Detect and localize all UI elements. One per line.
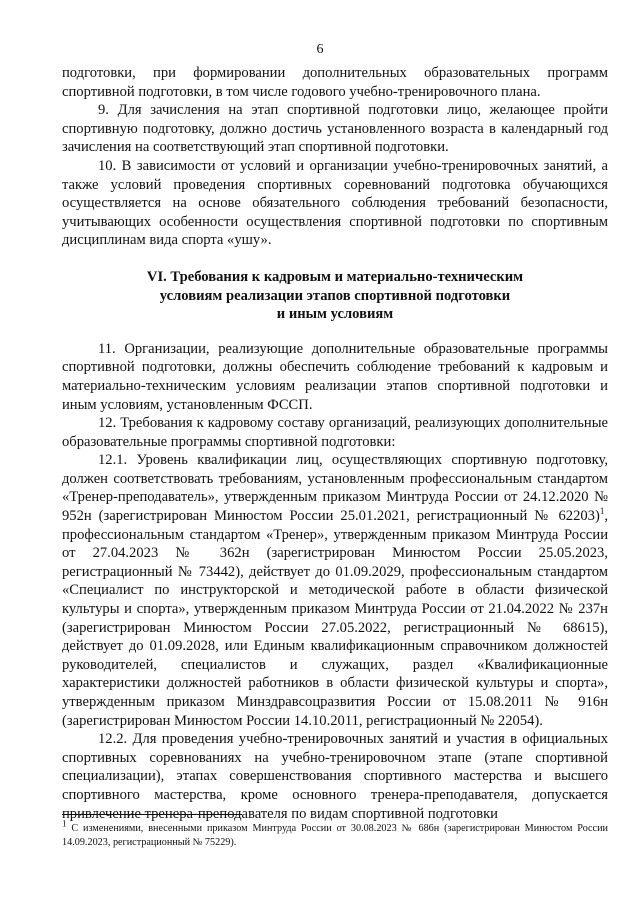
paragraph-12: 12. Требования к кадровому составу организаций, реализующих дополнительные образовательные программы спортивной подготовки: [62,415,608,450]
paragraph-9: 9. Для зачисления на этап спортивной подготовки лицо, желающее пройти спортивную подготовку, должно достичь установленного возраста в календарный год зачисления на соответствующий этап спортивной подготовки. [62,102,608,156]
paragraph-12-1 [62,451,608,730]
paragraph-continuation: подготовки, при формировании дополнительных образовательных программ спортивной подготовки, в том числе годового учебно-тренировочного плана. [62,65,608,100]
footnote-reference[interactable]: 1 [599,506,605,517]
paragraph-10: 10. В зависимости от условий и организации учебно-тренировочных занятий, а также условий проведения спортивных соревнований подготовка обучающихся осуществляется на основе обязательного соблюдения требований безопасности, учитывающих особенности осуществления спортивной подготовки по спортивным дисциплинам вида спорта «ушу». [62,157,608,249]
footnote-mark: 1 [62,818,67,829]
paragraph-12-1-text: 12.1. Уровень квалификации лиц, осуществляющих спортивную подготовку, должен соответствовать требованиям, установленным профессиональным стандартом «Тренер-преподаватель», утвержденным приказом Минтруда России от 24.12.2020 № 952н (зарегистрирован Минюстом России 25.01.2021, регистрационный № 62203) [62,452,608,525]
section-heading-line: VI. Требования к кадровым и материально-техническим [146,268,524,285]
section-heading-line: и иным условиям [276,306,394,323]
paragraph-11: 11. Организации, реализующие дополнительные образовательные программы спортивной подготовки, должны обеспечить соблюдение требований к кадровым и материально-техническим условиям реализации этапов спортивной подготовки и иным условиям, установленным ФССП. [62,340,608,413]
footnote-divider [62,814,242,815]
footnote [62,818,608,849]
footnote-text: С изменениями, внесенными приказом Минтруда России от 30.08.2023 № 686н (зарегистрирован Минюстом России 14.09.2023, регистрационный № 75229). [62,823,608,848]
document-body [62,64,608,823]
page-number: 6 [316,42,324,57]
section-heading-line: условиям реализации этапов спортивной подготовки [159,287,511,304]
section-heading [62,268,608,324]
paragraph-12-2: 12.2. Для проведения учебно-тренировочных занятий и участия в официальных спортивных соревнованиях на учебно-тренировочном этапе (этапе спортивной специализации), этапах совершенствования спортивного мастерства и высшего спортивного мастерства, кроме основного тренера-преподавателя, допускается привлечение тренера-преподавателя по видам спортивной подготовки [62,731,608,822]
paragraph-12-1-text-cont: , профессиональным стандартом «Тренер», утвержденным приказом Минтруда России от 27.04.2023 № 362н (зарегистрирован Минюстом России 25.05.2023, регистрационный № 73442), действует до 01.09.2029, профессиональным стандартом «Специалист по инструкторской и методической работе в области физической культуры и спорта», утвержденным приказом Минтруда России от 21.04.2022 № 237н (зарегистрирован Минюстом России 27.05.2022, регистрационный № 68615), действует до 01.09.2028, или Единым квалификационным справочником должностей руководителей, специалистов и служащих, раздел «Квалификационные характеристики должностей работников в области физической культуры и спорта», утвержденным приказом Минздравсоцразвития России от 15.08.2011 № 916н (зарегистрирован Минюстом России 14.10.2011, регистрационный № 22054). [62,508,608,729]
